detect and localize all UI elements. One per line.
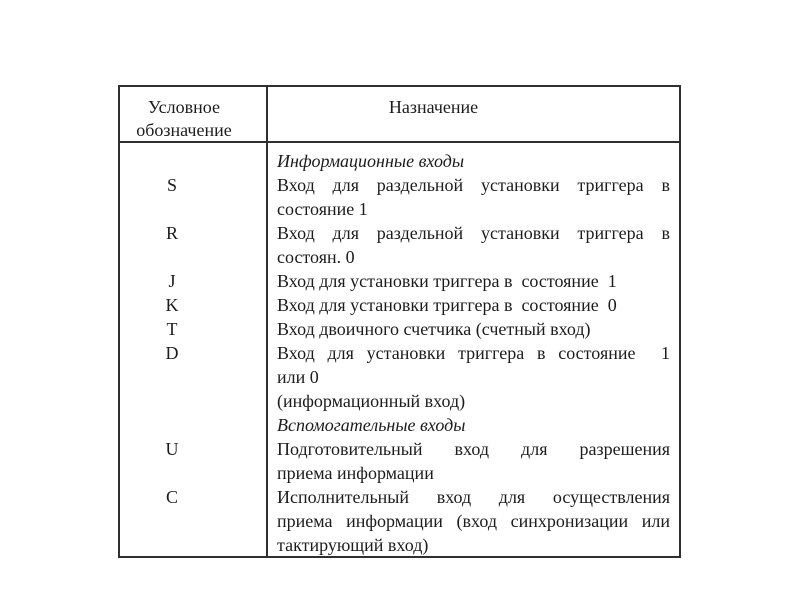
description-line: Вход для установки триггера в состояние 1 — [277, 343, 670, 363]
description-line: Вход для раздельной установки триггера в — [277, 175, 670, 195]
symbol-cell: U — [165, 439, 179, 459]
symbol-cell — [120, 533, 224, 556]
description-line: Вход для установки триггера в состояние 0 — [277, 295, 617, 315]
description-line: приема информации — [277, 463, 434, 483]
symbol-cell — [120, 509, 224, 533]
symbol-cell — [120, 245, 224, 269]
symbol-cell: C — [165, 487, 178, 507]
symbol-cell — [120, 149, 224, 173]
description-line: состоян. 0 — [277, 247, 355, 267]
description-line: Вспомогательные входы — [277, 415, 466, 435]
description-line: Вход для раздельной установки триггера в — [277, 223, 670, 243]
symbol-column — [120, 143, 268, 556]
symbol-cell: R — [165, 223, 178, 243]
description-line: Вход для установки триггера в состояние 1 — [277, 271, 617, 291]
description-line: приема информации (вход синхронизации или — [277, 511, 670, 531]
description-line: Информационные входы — [277, 151, 465, 171]
header-purpose-label: Назначение — [388, 97, 479, 117]
symbol-cell: S — [166, 175, 177, 195]
symbol-cell: J — [168, 271, 176, 291]
symbol-cell — [120, 365, 224, 389]
symbol-cell — [120, 389, 224, 413]
description-line: тактирующий вход) — [277, 535, 429, 555]
description-line: Вход двоичного счетчика (счетный вход) — [277, 319, 591, 339]
symbol-cell — [120, 197, 224, 221]
symbol-cell: D — [165, 343, 179, 363]
symbol-cell — [120, 413, 224, 437]
trigger-inputs-table — [118, 85, 681, 558]
description-line: состояние 1 — [277, 199, 368, 219]
description-line: или 0 — [277, 367, 319, 387]
header-symbol-column — [120, 87, 268, 141]
symbol-cell: T — [166, 319, 178, 339]
description-line: (информационный вход) — [277, 391, 466, 411]
header-symbol-label: Условное обозначение — [136, 97, 232, 140]
header-purpose-column — [268, 87, 679, 141]
symbol-cell: K — [165, 295, 179, 315]
description-line: Подготовительный вход для разрешения — [277, 439, 670, 459]
symbol-cell — [120, 461, 224, 485]
table-body-row — [120, 143, 679, 556]
description-column — [268, 143, 679, 556]
description-line: Исполнительный вход для осуществления — [277, 487, 670, 507]
table-header-row — [120, 87, 679, 143]
